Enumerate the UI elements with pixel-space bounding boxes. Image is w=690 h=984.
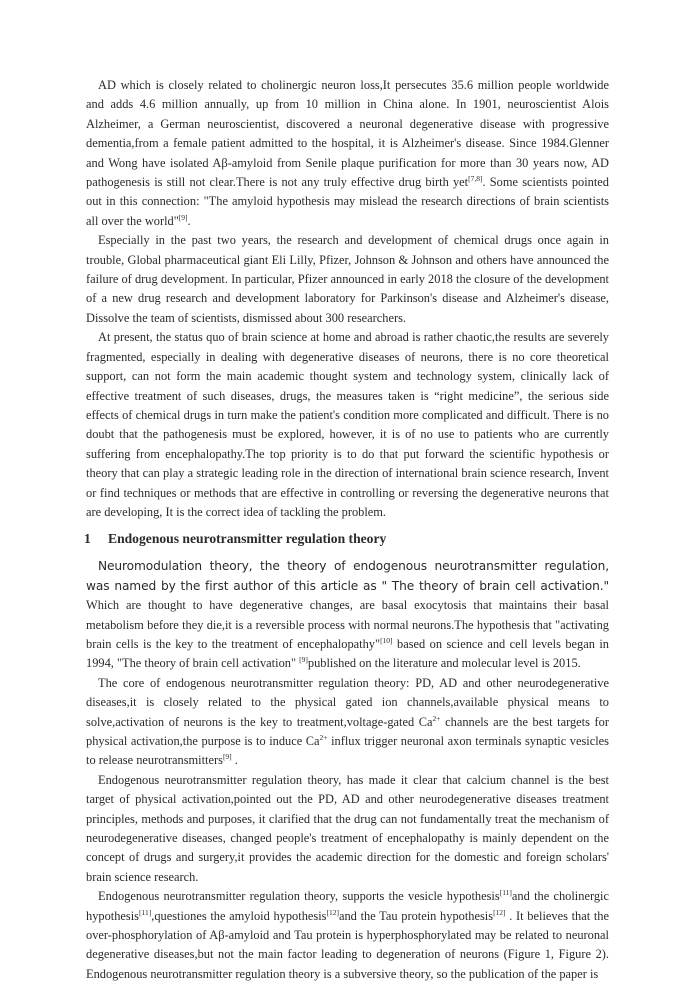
paragraph-theory-core: [86, 674, 609, 771]
citation-ref[interactable]: [10]: [380, 635, 393, 645]
paragraph-text: and the Tau protein hypothesis: [338, 908, 494, 923]
paragraph-hypotheses: [86, 887, 609, 984]
paragraph-text: AD which is closely related to cholinergic neuron loss,It persecutes 35.6 million people worldwide and adds 4.6 million annually, up from 10 million in China alone. In 1901, neuroscientist Alois Alzheimer, a German neuroscientist, discovered a neuronal degenerative disease with progressive dementia,from a female patient admitted to the hospital, it is Alzheimer's disease. Since 1984.Glenner and Wong have isolated Aβ-amyloid from Senile plaque purification for more than 30 years now, AD pathogenesis is still not clear.There is not any truly effective drug birth yet: [86, 78, 609, 190]
paragraph-ad-prevalence: [86, 76, 609, 231]
paragraph-text: .: [231, 753, 238, 768]
citation-ref[interactable]: [9]: [299, 655, 308, 665]
superscript: 2+: [432, 713, 441, 723]
paragraph-drug-failures: Especially in the past two years, the research and development of chemical drugs once again in trouble, Global pharmaceutical giant Eli Lilly, Pfizer, Johnson & Johnson and others have announced the failure of drug development. In particular, Pfizer announced in early 2018 the closure of the development of a new drug research and development laboratory for Parkinson's disease and Alzheimer's disease, Dissolve the team of scientists, dismissed about 300 researchers.: [86, 233, 609, 325]
paragraph-calcium-channel: Endogenous neurotransmitter regulation theory, has made it clear that calcium channel is the best target of physical activation,pointed out the PD, AD and other neurodegenerative diseases treatment principles, methods and purposes, it clarified that the drug can not fundamentally treat the mechanism of neurodegenerative diseases, changed people's treatment of encephalopathy is mainly dependent on the concept of drugs and surgery,it provides the academic direction for the domestic and foreign scholars' brain science research.: [86, 772, 609, 884]
paragraph-text: Which are thought to have degenerative changes, are basal exocytosis that maintains their basal metabolism before they die,it is a reversible process with normal neurons.The hypothesis that "activating brain cells is the key to the treatment of encephalopathy": [86, 598, 609, 651]
citation-ref[interactable]: [12]: [326, 907, 339, 917]
paragraph-text: and the cholinergic hypothesis: [86, 889, 609, 923]
paragraph-text: The core of endogenous neurotransmitter regulation theory: PD, AD and other neurodegenerative diseases,it is closely related to the physical gated ion channels,available physical means to solve,activation of neurons is the key to treatment,voltage-gated Ca: [86, 675, 609, 729]
citation-ref[interactable]: [7,8]: [468, 174, 483, 184]
paragraph-text: channels are the best targets for physical activation,the purpose is to induce Ca: [86, 714, 609, 748]
paragraph-brain-science-status: At present, the status quo of brain science at home and abroad is rather chaotic,the results are severely fragmented, especially in dealing with degenerative diseases of neurons, there is no core theoretical support, can not form the main academic thought system and technology system, clinically lack of effective treatment of such diseases, drugs, the measures taken is “right medicine”, the serious side effects of chemical drugs in turn make the patient's condition more complicated and difficult. There is no doubt that the pathogenesis must be explored, however, it is of no use to patients who are currently suffering from encephalopathy.The top priority is to do that put forward the scientific hypothesis or theory that can play a strategic leading role in the direction of international brain science research, Invent or find techniques or methods that are effective in controlling or reversing the degenerative neurons that are developing, It is the correct idea of tackling the problem.: [86, 330, 609, 519]
citation-ref[interactable]: [12]: [493, 907, 506, 917]
citation-ref[interactable]: [11]: [139, 907, 152, 917]
paragraph-text: ,questiones the amyloid hypothesis: [151, 908, 327, 923]
citation-ref[interactable]: [11]: [499, 888, 512, 898]
paragraph-text: influx trigger neuronal axon terminals synaptic vesicles to release neurotransmitters: [86, 734, 609, 768]
paragraph-text: . It believes that the over-phosphorylation of Aβ-amyloid and Tau protein is hyperphosphorylated may be related to neuronal degenerative diseases,but not the main factor leading to degeneration of neurons (Figure 1, Figure 2). Endogenous neurotransmitter regulation theory is a subversive theory, so the publication of the paper is: [86, 908, 610, 981]
paragraph-text: .: [187, 213, 191, 228]
paragraph-text: published on the literature and molecular level is 2015.: [307, 656, 581, 671]
citation-ref[interactable]: [9]: [222, 752, 232, 762]
paragraph-text: Endogenous neurotransmitter regulation theory, supports the vesicle hypothesis: [98, 889, 500, 904]
section-title: Endogenous neurotransmitter regulation theory: [108, 531, 387, 547]
section-heading: [84, 529, 609, 549]
document-page: [86, 76, 609, 984]
paragraph-text: . Some scientists pointed out in this connection: "The amyloid hypothesis may mislead the research directions of brain scientists all over the world": [86, 175, 609, 228]
superscript: 2+: [319, 733, 328, 742]
paragraph-text: based on science and cell levels began in 1994, "The theory of brain cell activation": [86, 636, 609, 671]
paragraph-lead-text: Neuromodulation theory, the theory of endogenous neurotransmitter regulation, was named by the first author of this article as " The theory of brain cell activation.": [86, 559, 609, 593]
paragraph-neuromodulation-theory: [86, 557, 609, 673]
section-number: 1: [84, 531, 91, 547]
citation-ref[interactable]: [9]: [178, 212, 188, 222]
